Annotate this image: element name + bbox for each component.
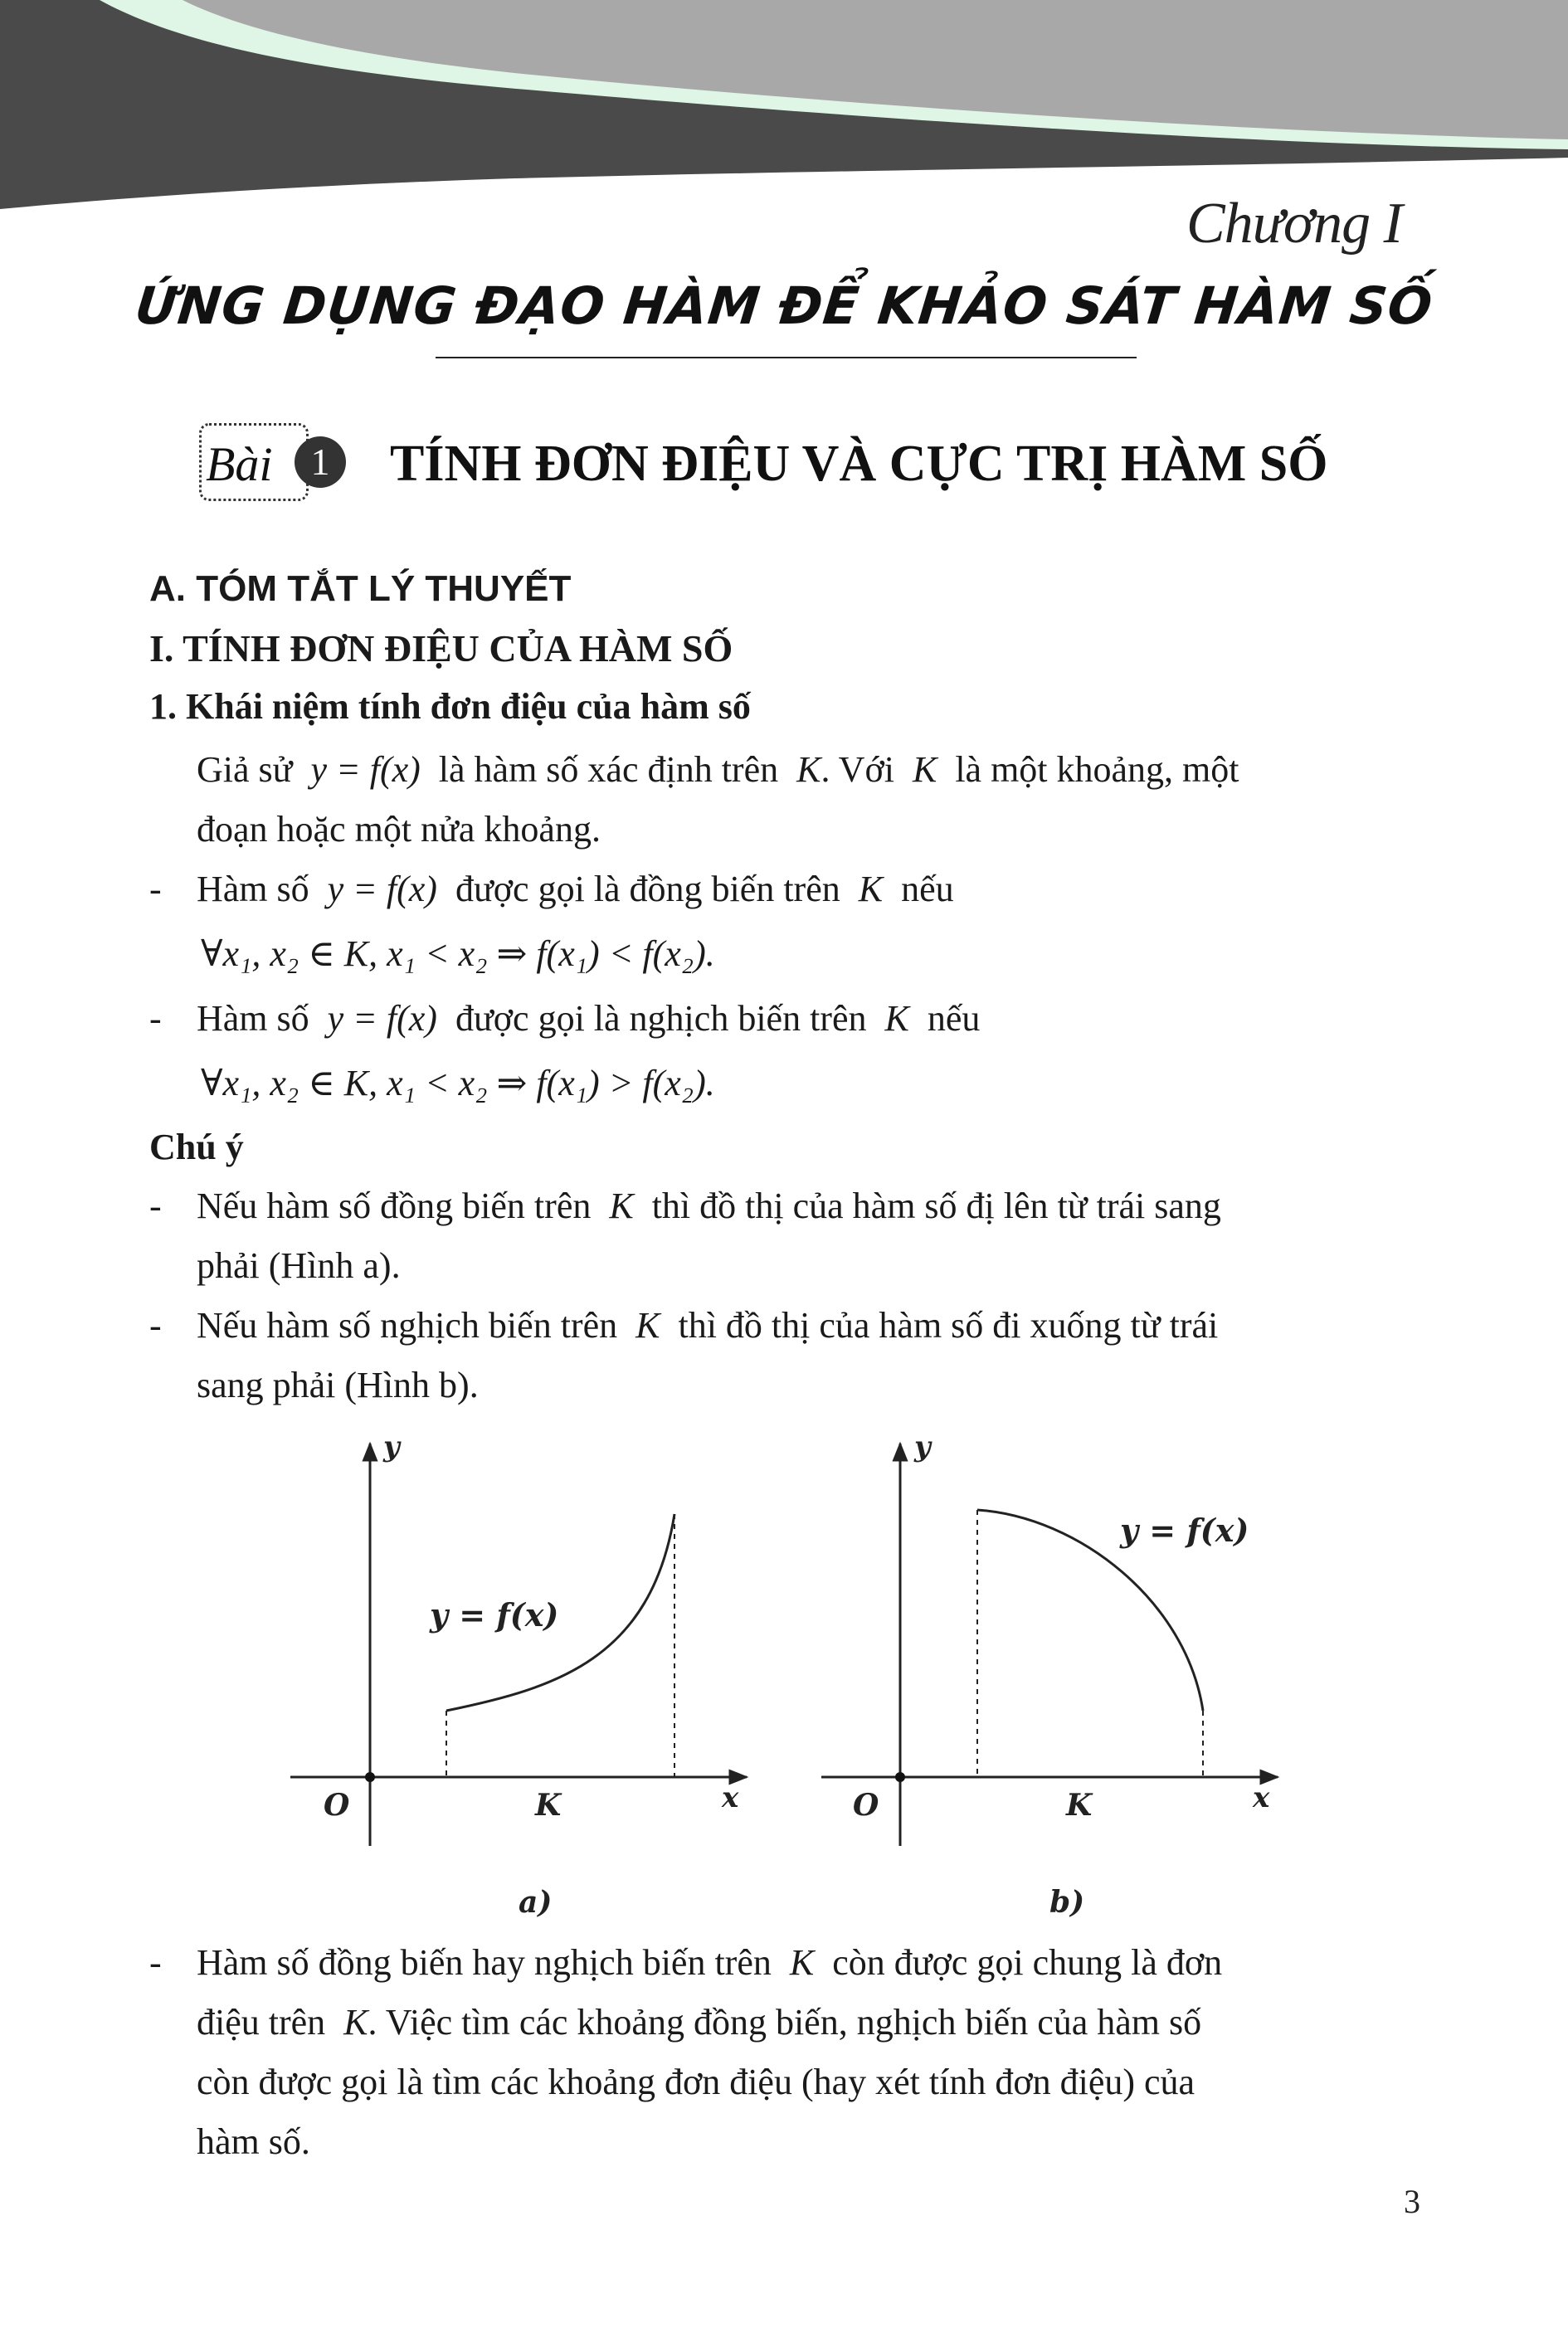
increasing-text-b: được gọi là đồng biến trên [455, 869, 840, 909]
decreasing-text-c: nếu [927, 998, 981, 1039]
graph-b-origin-label: O [853, 1788, 879, 1823]
note3-k-2: K [343, 2002, 368, 2043]
chapter-label: Chương I [1186, 192, 1402, 256]
note1-text-a: Nếu hàm số đồng biến trên [197, 1186, 592, 1226]
bullet-dash: - [149, 1186, 162, 1226]
note3-k-1: K [789, 1942, 815, 1983]
intro-text-line2: đoạn hoặc một nửa khoảng. [197, 809, 601, 850]
bullet-dash: - [149, 869, 162, 909]
chapter-title-rule [436, 357, 1137, 358]
decreasing-expr: y = f(x) [327, 998, 437, 1039]
intro-text-d: là một khoảng, một [955, 749, 1239, 790]
note1-text-c: phải (Hình a). [197, 1245, 401, 1286]
monotonic-figure [282, 1427, 1303, 1941]
note3-text-b: còn được gọi chung là đơn [832, 1942, 1223, 1983]
page-number: 3 [1404, 2183, 1420, 2220]
intro-k-2: K [912, 749, 937, 790]
decreasing-text-a: Hàm số [197, 998, 309, 1039]
intro-k-1: K [796, 749, 821, 790]
intro-text-c: . Với [821, 749, 894, 790]
decreasing-definition [149, 989, 1419, 1049]
note3-text-e: còn được gọi là tìm các khoảng đơn điệu (hay xét tính đơn điệu) của [197, 2062, 1195, 2102]
graph-b-curve-label: y = f(x) [1120, 1512, 1249, 1549]
graph-b-caption: b) [1049, 1885, 1085, 1920]
note3-text-d: . Việc tìm các khoảng đồng biến, nghịch biến của hàm số [368, 2002, 1202, 2043]
increasing-formula: ∀x₁, x₂ ∈ K, x₁ < x₂ ⇒ f(x₁) < f(x₂). [201, 933, 715, 974]
note1-k: K [609, 1186, 634, 1226]
graph-a-k-label: K [535, 1788, 562, 1823]
increasing-text-a: Hàm số [197, 869, 309, 909]
decreasing-text-b: được gọi là nghịch biến trên [455, 998, 867, 1039]
intro-text-a: Giả sử [197, 749, 293, 790]
note2-text-c: sang phải (Hình b). [197, 1365, 479, 1405]
lesson-content [149, 564, 1419, 1415]
intro-paragraph [149, 740, 1419, 859]
note3-text-c: điệu trên [197, 2002, 326, 2043]
lesson-number: 1 [295, 436, 346, 488]
increasing-text-c: nếu [901, 869, 954, 909]
note2-k: K [635, 1305, 660, 1346]
header-banner [0, 0, 1568, 216]
bullet-dash: - [149, 1305, 162, 1346]
graph-b-x-label: x [1253, 1781, 1270, 1814]
section-i-heading: I. TÍNH ĐƠN ĐIỆU CỦA HÀM SỐ [149, 627, 733, 670]
bullet-dash: - [149, 998, 162, 1039]
increasing-expr: y = f(x) [327, 869, 437, 909]
graph-a [290, 1430, 747, 1920]
intro-expr: y = f(x) [310, 749, 421, 790]
section-a-heading: A. TÓM TẮT LÝ THUYẾT [149, 568, 572, 609]
note-heading: Chú ý [149, 1127, 244, 1167]
graph-b [821, 1430, 1278, 1920]
note-3 [149, 1933, 1419, 2172]
graph-a-curve-label: y = f(x) [430, 1596, 559, 1634]
lesson-title: TÍNH ĐƠN ĐIỆU VÀ CỰC TRỊ HÀM SỐ [390, 436, 1328, 492]
note-1 [149, 1176, 1419, 1296]
bullet-dash: - [149, 1942, 162, 1983]
note2-text-b: thì đồ thị của hàm số đi xuống từ trái [678, 1305, 1219, 1346]
lesson-word: Bài [206, 437, 273, 491]
graph-b-y-label: y [914, 1430, 931, 1463]
graph-b-origin-dot [895, 1772, 905, 1782]
graph-b-k-label: K [1066, 1788, 1093, 1823]
decreasing-formula: ∀x₁, x₂ ∈ K, x₁ < x₂ ⇒ f(x₁) > f(x₂). [201, 1063, 715, 1103]
intro-text-b: là hàm số xác định trên [438, 749, 779, 790]
note1-text-b: thì đồ thị của hàm số đị lên từ trái sang [651, 1186, 1221, 1226]
decreasing-k: K [884, 998, 909, 1039]
graph-a-caption: a) [519, 1885, 553, 1920]
note3-text-a: Hàm số đồng biến hay nghịch biến trên [197, 1942, 772, 1983]
increasing-k: K [858, 869, 884, 909]
lesson-content-continued [149, 1933, 1419, 2172]
increasing-definition [149, 859, 1419, 919]
chapter-title: ỨNG DỤNG ĐẠO HÀM ĐỂ KHẢO SÁT HÀM SỐ [132, 275, 1436, 336]
graph-a-x-label: x [722, 1781, 739, 1814]
note2-text-a: Nếu hàm số nghịch biến trên [197, 1305, 618, 1346]
graph-a-origin-label: O [324, 1788, 350, 1823]
graph-a-y-label: y [383, 1430, 400, 1463]
note3-text-f: hàm số. [197, 2121, 310, 2162]
note-2 [149, 1296, 1419, 1415]
graph-a-origin-dot [365, 1772, 375, 1782]
subsection-1-heading: 1. Khái niệm tính đơn điệu của hàm số [149, 686, 751, 727]
